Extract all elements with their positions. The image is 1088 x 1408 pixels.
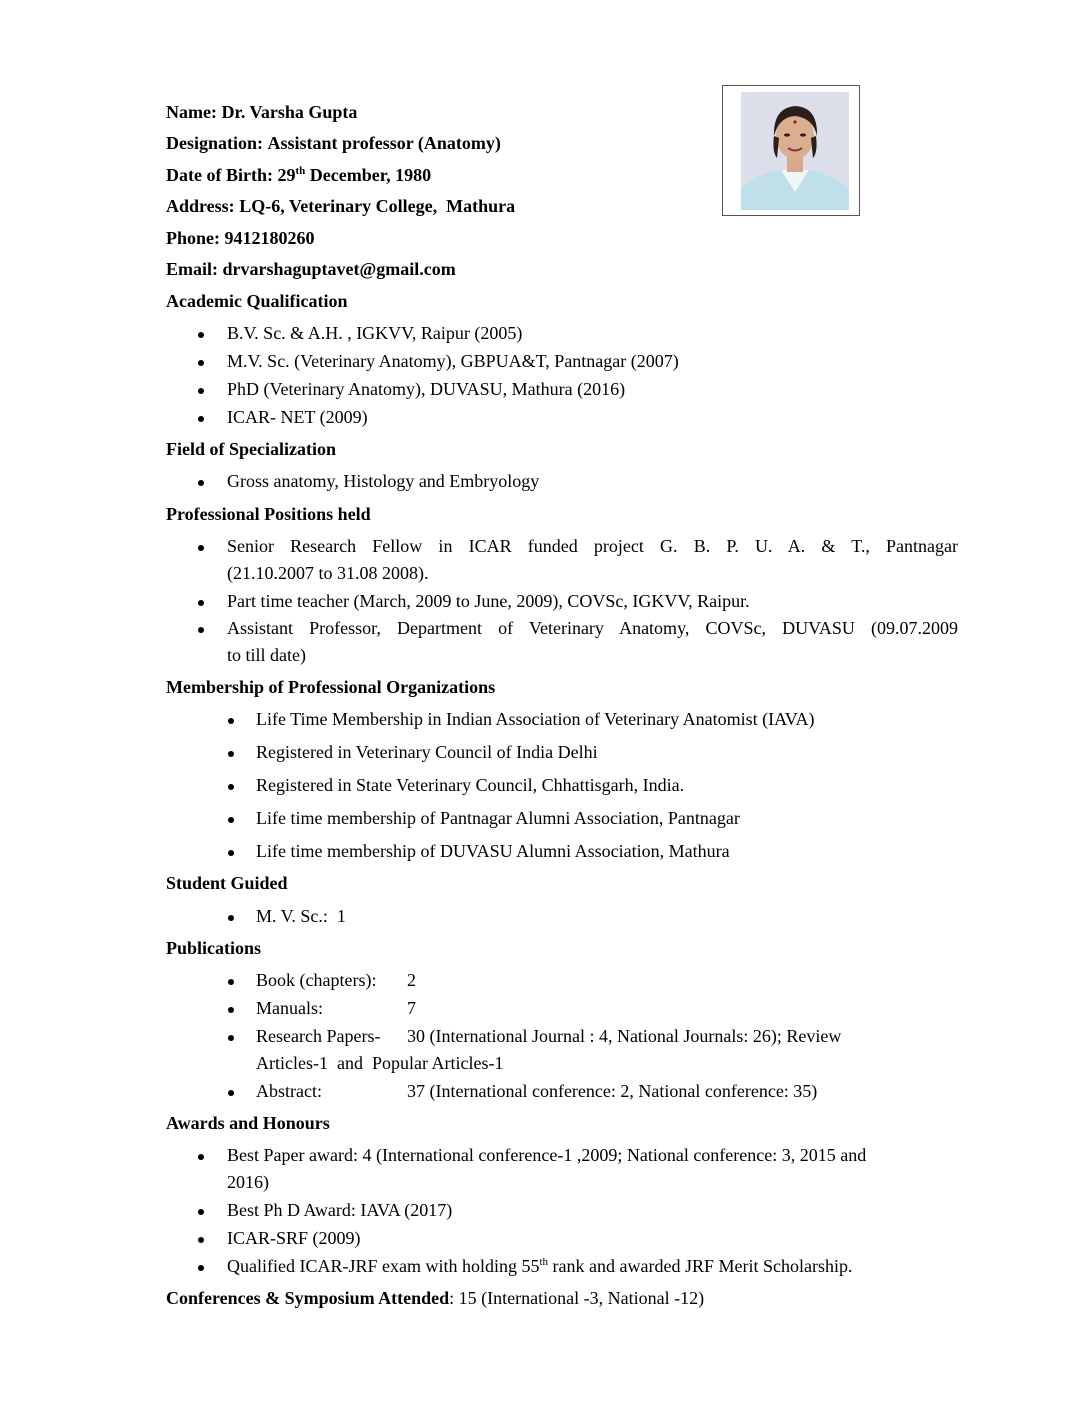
bullet-icon	[228, 1035, 234, 1041]
award-4-suffix: th	[539, 1256, 549, 1268]
bullet-icon	[228, 1090, 234, 1096]
dob-label: Date of Birth:	[166, 165, 273, 185]
bullet-icon	[198, 1154, 204, 1160]
bullet-icon	[198, 627, 204, 633]
position-3-line-1: Assistant Professor, Department of Veterinary Anatomy, COVSc, DUVASU (09.07.2009	[227, 618, 958, 638]
bullet-icon	[228, 1007, 234, 1013]
bullet-icon	[198, 1209, 204, 1215]
bullet-icon	[198, 1237, 204, 1243]
email-line	[166, 259, 456, 280]
bullet-icon	[228, 751, 234, 757]
bullet-icon	[198, 416, 204, 422]
address-label: Address:	[166, 196, 235, 216]
dob-day: 29	[277, 165, 296, 185]
membership-heading: Membership of Professional Organizations	[166, 677, 496, 697]
phone-line	[166, 228, 315, 249]
bullet-icon	[228, 915, 234, 921]
awards-heading: Awards and Honours	[166, 1113, 330, 1133]
email-value: drvarshaguptavet@gmail.com	[222, 259, 456, 279]
photo-frame	[722, 85, 860, 216]
portrait-photo	[741, 92, 849, 210]
conferences-value: : 15 (International -3, National -12)	[449, 1288, 705, 1308]
bullet-icon	[198, 600, 204, 606]
designation-line	[166, 133, 501, 154]
bullet-icon	[228, 850, 234, 856]
designation-value: Assistant professor (Anatomy)	[267, 133, 501, 153]
address-line	[166, 196, 515, 217]
students-heading: Student Guided	[166, 873, 288, 893]
portrait-illustration	[741, 92, 849, 210]
bullet-icon	[198, 545, 204, 551]
bullet-icon	[228, 718, 234, 724]
dob-rest: December, 1980	[309, 165, 432, 185]
email-label: Email:	[166, 259, 218, 279]
bullet-icon	[228, 817, 234, 823]
publications-papers-line-2: Articles-1 and Popular Articles-1	[256, 1053, 504, 1073]
award-4-text-rest: rank and awarded JRF Merit Scholarship.	[548, 1256, 853, 1276]
publications-heading: Publications	[166, 938, 262, 958]
bullet-icon	[228, 979, 234, 985]
bullet-icon	[198, 1265, 204, 1271]
academic-heading: Academic Qualification	[166, 291, 348, 311]
bullet-icon	[228, 784, 234, 790]
address-value: LQ-6, Veterinary College, Mathura	[239, 196, 516, 216]
designation-label: Designation:	[166, 133, 264, 153]
dob-line	[166, 165, 431, 186]
name-line	[166, 102, 357, 123]
cv-page: Name: Dr. Varsha Gupta Designation: Assistant professor (Anatomy) Date of Birth: 29th December, 1980 Address: LQ-6, Veterinary College, Mathura Phone: 9412180260 Email: drvarshaguptavet@gmail.com Academic Qualification B.V. Sc. & A.H. , IGKVV, Raipur (2005) M.V. Sc. (Veterinary Anatomy), GBPUA&T, Pantnagar (2007) PhD (Veterinary Anatomy), DUVASU, Mathura (2016) ICAR- NET (2009) Field of Specialization Gross anatomy, Histology and Embryology Professional Positions held Senior Research Fellow in ICAR funded project G. B. P. U. A. & T., Pantnagar (21.10.2007 to 31.08 2008). Part time teacher (March, 2009 to June, 2009), COVSc, IGKVV, Raipur. Assistant Professor, Department of Veterinary Anatomy, COVSc, DUVASU (09.07.2009 to till date) Membership of Professional Organizations Life Time Membership in Indian Association of Veterinary Anatomist (IAVA) Registered in Veterinary Council of India Delhi Registered in State Veterinary Council, Chhattisgarh, India. Life time membership of Pantnagar Alumni Association, Pantnagar Life time membership of DUVASU Alumni Association, Mathura Student Guided M. V. Sc.: 1 Publications Book (chapters): 2 Manuals: 7 Research Papers- 30 (International Journal : 4, National Journals: 26); Review Articles-1 and Popular Articles-1 Abstract: 37 (International conference: 2, National conference: 35) Awards and Honours Best Paper award: 4 (International conference-1 ,2009; National conference: 3, 2015 and 2016) Best Ph D Award: IAVA (2017) ICAR-SRF (2009) Qualified ICAR-JRF exam with holding 55th rank and awarded JRF Merit Scholarship. Conferences & Symposium Attended: 15 (International -3, National -12)	[0, 0, 1088, 1408]
award-1-line-2: 2016)	[227, 1172, 269, 1192]
conferences-heading: Conferences & Symposium Attended	[166, 1288, 450, 1308]
specialization-heading: Field of Specialization	[166, 439, 336, 459]
conferences-line	[166, 1288, 704, 1309]
name-label: Name:	[166, 102, 217, 122]
bullet-icon	[198, 360, 204, 366]
bullet-icon	[198, 388, 204, 394]
positions-heading: Professional Positions held	[166, 504, 371, 524]
phone-value: 9412180260	[224, 228, 315, 248]
bullet-icon	[198, 332, 204, 338]
position-1-line-2: (21.10.2007 to 31.08 2008).	[227, 563, 429, 583]
name-value: Dr. Varsha Gupta	[221, 102, 358, 122]
dob-suffix: th	[295, 165, 306, 177]
position-1-line-1: Senior Research Fellow in ICAR funded project G. B. P. U. A. & T., Pantnagar	[227, 536, 958, 556]
position-3-line-2: to till date)	[227, 645, 306, 665]
award-4-text: Qualified ICAR-JRF exam with holding 55	[227, 1256, 540, 1276]
phone-label: Phone:	[166, 228, 220, 248]
bullet-icon	[198, 480, 204, 486]
